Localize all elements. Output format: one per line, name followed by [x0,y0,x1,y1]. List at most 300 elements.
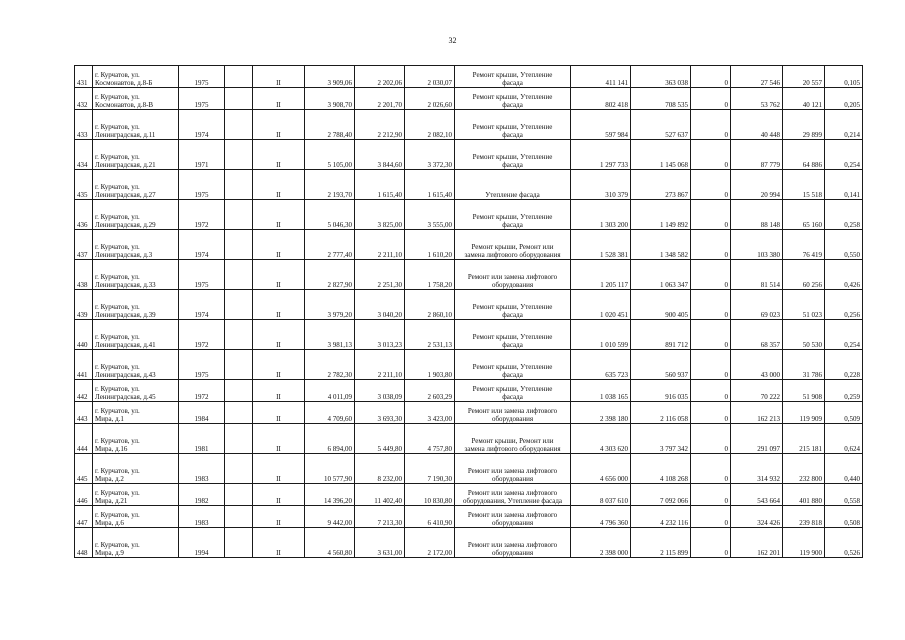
cost-fund: 7 092 066 [631,484,691,506]
work-line-2: фасада [502,131,523,139]
table-row [75,380,863,402]
area-total: 3 981,13 [305,320,355,350]
value-2: 29 899 [783,110,825,140]
coefficient: 0,254 [825,140,863,170]
build-year: 1972 [179,380,225,402]
zero-value: 0 [691,484,731,506]
value-1: 162 213 [731,402,783,424]
zero-value: 0 [691,320,731,350]
address-city: г. Курчатов, ул. [95,333,140,341]
address-city: г. Курчатов, ул. [95,437,140,445]
build-year: 1972 [179,200,225,230]
work-line-1: Ремонт или замена лифтового [467,489,558,497]
address-street: Ленинградская, д.21 [95,161,156,169]
area-total: 5 046,30 [305,200,355,230]
area-living: 3 040,20 [355,290,405,320]
table-row [75,110,863,140]
value-2: 64 886 [783,140,825,170]
work-line-1: Ремонт крыши, Ремонт или [471,437,554,445]
work-line-1: Ремонт крыши, Утепление [472,71,553,79]
blank-cell [225,424,253,454]
cost-fund: 2 116 058 [631,402,691,424]
cost-fund: 708 535 [631,88,691,110]
coefficient: 0,509 [825,402,863,424]
row-number: 447 [75,506,93,528]
value-1: 103 380 [731,230,783,260]
table-row [75,506,863,528]
area-residential: 3 372,30 [405,140,455,170]
table-row [75,528,863,558]
address [93,528,179,558]
cost-total: 4 656 000 [571,454,631,484]
area-total: 4 011,09 [305,380,355,402]
work-type [455,350,571,380]
area-residential: 2 026,60 [405,88,455,110]
blank-cell [225,230,253,260]
blank-cell [225,170,253,200]
area-residential: 1 758,20 [405,260,455,290]
build-year: 1974 [179,230,225,260]
zero-value: 0 [691,170,731,200]
value-1: 27 546 [731,66,783,88]
work-type [455,506,571,528]
area-residential: 2 860,10 [405,290,455,320]
address-city: г. Курчатов, ул. [95,213,140,221]
coefficient: 0,141 [825,170,863,200]
coefficient: 0,558 [825,484,863,506]
zero-value: 0 [691,290,731,320]
work-line-1: Ремонт или замена лифтового [467,467,558,475]
cost-fund: 916 035 [631,380,691,402]
class-cell: II [253,230,305,260]
area-living: 3 631,00 [355,528,405,558]
area-total: 2 777,40 [305,230,355,260]
value-2: 215 181 [783,424,825,454]
build-year: 1974 [179,110,225,140]
area-total: 3 979,20 [305,290,355,320]
work-type [455,528,571,558]
build-year: 1981 [179,424,225,454]
blank-cell [225,506,253,528]
area-total: 4 560,80 [305,528,355,558]
build-year: 1983 [179,506,225,528]
area-living: 7 213,30 [355,506,405,528]
zero-value: 0 [691,380,731,402]
area-residential: 2 030,07 [405,66,455,88]
cost-fund: 4 108 268 [631,454,691,484]
coefficient: 0,624 [825,424,863,454]
value-2: 15 518 [783,170,825,200]
address [93,230,179,260]
area-residential: 3 423,00 [405,402,455,424]
zero-value: 0 [691,260,731,290]
zero-value: 0 [691,424,731,454]
blank-cell [225,380,253,402]
area-residential: 7 190,30 [405,454,455,484]
area-residential: 1 903,80 [405,350,455,380]
address-street: Ленинградская, д.3 [95,251,153,259]
cost-total: 1 528 381 [571,230,631,260]
value-1: 81 514 [731,260,783,290]
coefficient: 0,508 [825,506,863,528]
value-1: 20 994 [731,170,783,200]
coefficient: 0,258 [825,200,863,230]
page-number: 32 [448,36,457,45]
coefficient: 0,105 [825,66,863,88]
class-cell: II [253,402,305,424]
cost-total: 1 038 165 [571,380,631,402]
cost-total: 597 984 [571,110,631,140]
table-row [75,66,863,88]
cost-fund: 560 937 [631,350,691,380]
area-total: 14 396,20 [305,484,355,506]
class-cell: II [253,484,305,506]
work-line-1: Ремонт или замена лифтового [467,273,558,281]
address-street: Ленинградская, д.43 [95,371,156,379]
class-cell: II [253,528,305,558]
row-number: 444 [75,424,93,454]
blank-cell [225,140,253,170]
blank-cell [225,484,253,506]
address-street: Ленинградская, д.11 [95,131,156,139]
value-1: 53 762 [731,88,783,110]
row-number: 434 [75,140,93,170]
row-number: 439 [75,290,93,320]
area-living: 3 693,30 [355,402,405,424]
work-line-1: Ремонт крыши, Утепление [472,93,553,101]
address-city: г. Курчатов, ул. [95,153,140,161]
work-line-2: фасада [502,79,523,87]
table-row [75,402,863,424]
cost-total: 8 037 610 [571,484,631,506]
address [93,454,179,484]
class-cell: II [253,140,305,170]
class-cell: II [253,320,305,350]
area-living: 3 825,00 [355,200,405,230]
address [93,320,179,350]
cost-fund: 2 115 899 [631,528,691,558]
area-living: 2 202,06 [355,66,405,88]
value-2: 119 909 [783,402,825,424]
row-number: 438 [75,260,93,290]
work-line-1: Ремонт крыши, Утепление [472,333,553,341]
zero-value: 0 [691,88,731,110]
table-row [75,350,863,380]
class-cell: II [253,380,305,402]
zero-value: 0 [691,66,731,88]
table-row [75,484,863,506]
row-number: 433 [75,110,93,140]
cost-fund: 3 797 342 [631,424,691,454]
address-street: Ленинградская, д.41 [95,341,156,349]
area-residential: 1 615,40 [405,170,455,200]
address [93,200,179,230]
area-living: 3 844,60 [355,140,405,170]
value-2: 76 419 [783,230,825,260]
cost-total: 802 418 [571,88,631,110]
build-year: 1975 [179,66,225,88]
class-cell: II [253,424,305,454]
work-line-1: Ремонт или замена лифтового [467,407,558,415]
value-1: 162 201 [731,528,783,558]
cost-fund: 1 348 582 [631,230,691,260]
work-type [455,424,571,454]
cost-total: 635 723 [571,350,631,380]
build-year: 1984 [179,402,225,424]
table-row [75,320,863,350]
blank-cell [225,200,253,230]
cost-fund: 900 405 [631,290,691,320]
work-line-2: оборудования [491,519,534,527]
build-year: 1975 [179,170,225,200]
address [93,506,179,528]
work-line-2: фасада [502,101,523,109]
table-row [75,454,863,484]
address [93,290,179,320]
value-2: 51 908 [783,380,825,402]
work-line-2: замена лифтового оборудования [464,251,561,259]
area-total: 4 709,60 [305,402,355,424]
address-city: г. Курчатов, ул. [95,511,140,519]
cost-total: 310 379 [571,170,631,200]
address-city: г. Курчатов, ул. [95,71,140,79]
work-type [455,320,571,350]
address [93,380,179,402]
zero-value: 0 [691,402,731,424]
area-residential: 2 531,13 [405,320,455,350]
value-2: 401 880 [783,484,825,506]
address [93,66,179,88]
zero-value: 0 [691,230,731,260]
cost-total: 1 297 733 [571,140,631,170]
zero-value: 0 [691,110,731,140]
housing-repair-table [74,65,863,558]
cost-fund: 527 637 [631,110,691,140]
table-row [75,170,863,200]
table-row [75,88,863,110]
cost-fund: 1 063 347 [631,260,691,290]
area-residential: 2 172,00 [405,528,455,558]
address-street: Мира, д.6 [95,519,124,527]
class-cell: II [253,290,305,320]
zero-value: 0 [691,528,731,558]
area-living: 11 402,40 [355,484,405,506]
value-1: 69 023 [731,290,783,320]
row-number: 448 [75,528,93,558]
work-line-2: фасада [502,393,523,401]
value-2: 20 557 [783,66,825,88]
area-residential: 10 830,80 [405,484,455,506]
class-cell: II [253,200,305,230]
value-2: 232 800 [783,454,825,484]
blank-cell [225,320,253,350]
work-type [455,200,571,230]
row-number: 437 [75,230,93,260]
cost-fund: 273 867 [631,170,691,200]
table-row [75,140,863,170]
work-line-2: фасада [502,371,523,379]
work-line-2: замена лифтового оборудования [464,445,561,453]
work-line-1: Ремонт крыши, Утепление [472,123,553,131]
area-residential: 2 082,10 [405,110,455,140]
value-1: 87 779 [731,140,783,170]
value-2: 51 023 [783,290,825,320]
area-living: 3 038,09 [355,380,405,402]
area-living: 2 251,30 [355,260,405,290]
class-cell: II [253,88,305,110]
area-living: 3 013,23 [355,320,405,350]
coefficient: 0,205 [825,88,863,110]
cost-fund: 891 712 [631,320,691,350]
class-cell: II [253,260,305,290]
coefficient: 0,214 [825,110,863,140]
area-residential: 6 410,90 [405,506,455,528]
address [93,402,179,424]
area-total: 3 908,70 [305,88,355,110]
table-row [75,260,863,290]
class-cell: II [253,350,305,380]
address [93,350,179,380]
address [93,260,179,290]
area-total: 2 782,30 [305,350,355,380]
value-2: 40 121 [783,88,825,110]
area-total: 2 193,70 [305,170,355,200]
value-1: 70 222 [731,380,783,402]
work-type [455,454,571,484]
work-type [455,110,571,140]
work-type [455,290,571,320]
area-total: 3 909,06 [305,66,355,88]
build-year: 1982 [179,484,225,506]
address-street: Мира, д.1 [95,415,124,423]
blank-cell [225,350,253,380]
address [93,424,179,454]
work-line-1: Ремонт или замена лифтового [467,541,558,549]
work-line-2: оборудования [491,281,534,289]
address [93,140,179,170]
class-cell: II [253,110,305,140]
work-type [455,140,571,170]
value-2: 119 900 [783,528,825,558]
coefficient: 0,550 [825,230,863,260]
work-type [455,484,571,506]
address-street: Мира, д.16 [95,445,128,453]
work-line-2: оборудования [491,415,534,423]
coefficient: 0,256 [825,290,863,320]
work-type [455,88,571,110]
address-street: Ленинградская, д.45 [95,393,156,401]
zero-value: 0 [691,350,731,380]
row-number: 443 [75,402,93,424]
address-street: Мира, д.2 [95,475,124,483]
work-line-2: фасада [502,341,523,349]
value-2: 50 530 [783,320,825,350]
cost-total: 411 141 [571,66,631,88]
address-city: г. Курчатов, ул. [95,467,140,475]
address-city: г. Курчатов, ул. [95,123,140,131]
class-cell: II [253,170,305,200]
row-number: 432 [75,88,93,110]
address-street: Ленинградская, д.29 [95,221,156,229]
work-line-2: оборудования, Утепление фасада [462,497,563,505]
row-number: 435 [75,170,93,200]
cost-total: 1 205 117 [571,260,631,290]
work-line-1: Ремонт крыши, Утепление [472,303,553,311]
row-number: 442 [75,380,93,402]
table-row [75,200,863,230]
table-row [75,290,863,320]
address-street: Ленинградская, д.33 [95,281,156,289]
blank-cell [225,260,253,290]
value-2: 65 160 [783,200,825,230]
area-total: 9 442,00 [305,506,355,528]
value-1: 291 097 [731,424,783,454]
zero-value: 0 [691,140,731,170]
value-1: 543 664 [731,484,783,506]
area-living: 1 615,40 [355,170,405,200]
value-1: 43 000 [731,350,783,380]
address-city: г. Курчатов, ул. [95,243,140,251]
coefficient: 0,254 [825,320,863,350]
value-1: 40 448 [731,110,783,140]
work-line-1: Ремонт крыши, Утепление [472,213,553,221]
address-city: г. Курчатов, ул. [95,407,140,415]
coefficient: 0,426 [825,260,863,290]
work-line-1: Ремонт крыши, Ремонт или [471,243,554,251]
blank-cell [225,290,253,320]
area-living: 2 211,10 [355,350,405,380]
row-number: 431 [75,66,93,88]
cost-total: 1 303 200 [571,200,631,230]
area-total: 6 894,00 [305,424,355,454]
value-2: 60 256 [783,260,825,290]
row-number: 440 [75,320,93,350]
address [93,484,179,506]
address [93,88,179,110]
area-living: 8 232,00 [355,454,405,484]
address-city: г. Курчатов, ул. [95,303,140,311]
work-type [455,380,571,402]
blank-cell [225,110,253,140]
area-living: 2 212,90 [355,110,405,140]
address-city: г. Курчатов, ул. [95,489,140,497]
cost-total: 2 398 180 [571,402,631,424]
coefficient: 0,526 [825,528,863,558]
address-city: г. Курчатов, ул. [95,273,140,281]
build-year: 1983 [179,454,225,484]
value-1: 88 148 [731,200,783,230]
blank-cell [225,66,253,88]
build-year: 1994 [179,528,225,558]
address-city: г. Курчатов, ул. [95,183,140,191]
work-line-1: Ремонт крыши, Утепление [472,385,553,393]
work-type [455,66,571,88]
blank-cell [225,402,253,424]
address-city: г. Курчатов, ул. [95,363,140,371]
work-line-1: Ремонт крыши, Утепление [472,153,553,161]
address-street: Космонавтов, д.8-Б [95,79,153,87]
address-street: Ленинградская, д.39 [95,311,156,319]
zero-value: 0 [691,200,731,230]
cost-fund: 1 145 068 [631,140,691,170]
work-line-2: фасада [502,161,523,169]
row-number: 441 [75,350,93,380]
address-city: г. Курчатов, ул. [95,541,140,549]
work-line-2: фасада [502,221,523,229]
work-line-1: Ремонт крыши, Утепление [472,363,553,371]
value-2: 31 786 [783,350,825,380]
build-year: 1972 [179,320,225,350]
